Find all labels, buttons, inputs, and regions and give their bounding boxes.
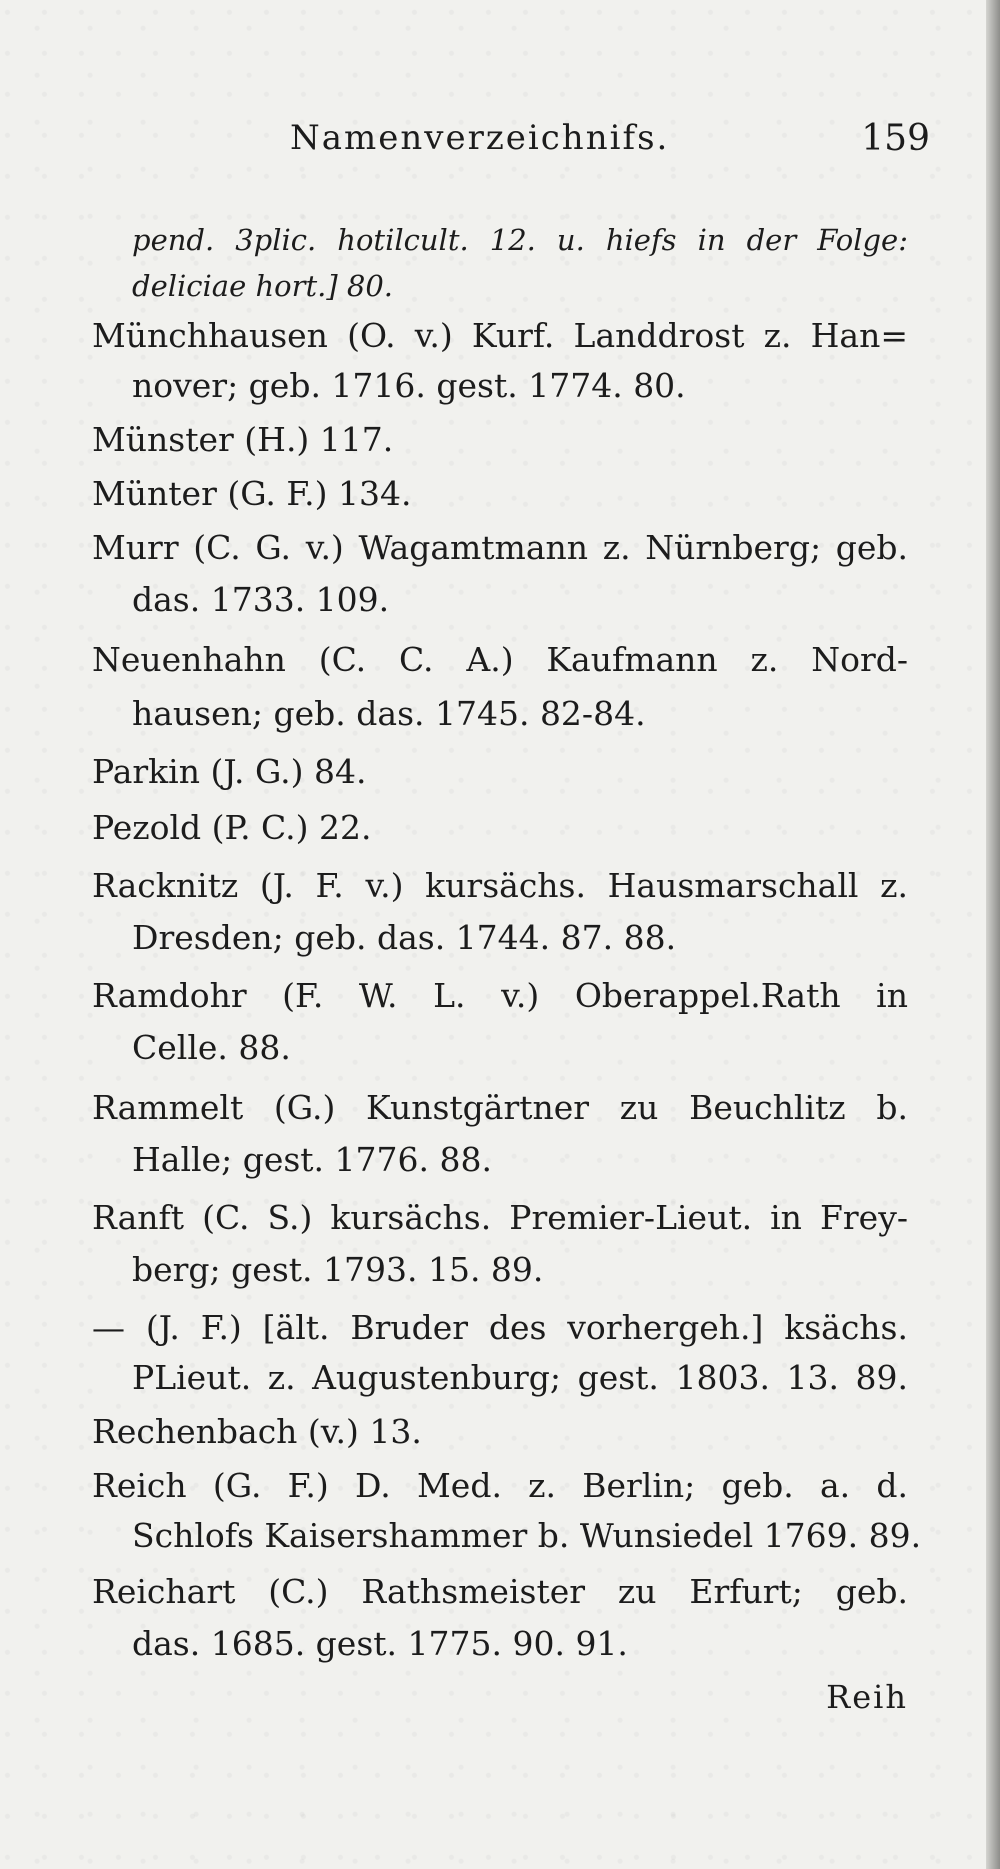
index-entry-line: Rammelt (G.) Kunstgärtner zu Beuchlitz b. xyxy=(92,1088,908,1127)
index-entry-continuation: nover; geb. 1716. gest. 1774. 80. xyxy=(132,366,686,405)
index-entry-line: Münchhausen (O. v.) Kurf. Landdrost z. Han= xyxy=(92,316,908,355)
index-entry-line: Parkin (J. G.) 84. xyxy=(92,752,367,791)
page-edge xyxy=(986,0,1000,1869)
index-entry-line: Ranft (C. S.) kursächs. Premier-Lieut. in Frey- xyxy=(92,1198,908,1237)
index-entry-line: Reich (G. F.) D. Med. z. Berlin; geb. a. d. xyxy=(92,1466,908,1505)
index-entry-continuation: Celle. 88. xyxy=(132,1028,291,1067)
index-entry-line: Racknitz (J. F. v.) kursächs. Hausmarschall z. xyxy=(92,866,908,905)
index-entry-line: Ramdohr (F. W. L. v.) Oberappel.Rath in xyxy=(92,976,908,1015)
index-entry-line: — (J. F.) [ält. Bruder des vorhergeh.] ksächs. xyxy=(92,1308,908,1347)
index-entry-continuation: das. 1685. gest. 1775. 90. 91. xyxy=(132,1624,628,1663)
header-title: Namenverzeichnifs. xyxy=(290,118,670,158)
index-entry-continuation: das. 1733. 109. xyxy=(132,580,390,619)
index-entry-line: Münster (H.) 117. xyxy=(92,420,394,459)
index-entry-continuation: Dresden; geb. das. 1744. 87. 88. xyxy=(132,918,677,957)
running-header xyxy=(290,118,930,168)
index-entry-continuation: berg; gest. 1793. 15. 89. xyxy=(132,1250,544,1289)
index-entry-continuation: hausen; geb. das. 1745. 82-84. xyxy=(132,694,646,733)
index-entry-continuation: PLieut. z. Augustenburg; gest. 1803. 13. 89. xyxy=(132,1358,908,1397)
index-entry-continuation: deliciae hort.] 80. xyxy=(132,269,393,303)
index-entry-continuation: Schlofs Kaisershammer b. Wunsiedel 1769. 89. xyxy=(132,1516,922,1555)
index-entry-continuation: pend. 3plic. hotilcult. 12. u. hiefs in der Folge: xyxy=(132,223,908,257)
index-entry-line: Neuenhahn (C. C. A.) Kaufmann z. Nord- xyxy=(92,640,908,679)
index-entry-line: Pezold (P. C.) 22. xyxy=(92,808,372,847)
index-entry-line: Rechenbach (v.) 13. xyxy=(92,1412,422,1451)
index-entry-line: Reichart (C.) Rathsmeister zu Erfurt; geb. xyxy=(92,1572,908,1611)
index-entry-continuation: Halle; gest. 1776. 88. xyxy=(132,1140,492,1179)
catchword: Reih xyxy=(826,1678,908,1716)
index-entry-line: Münter (G. F.) 134. xyxy=(92,474,412,513)
index-entry-line: Murr (C. G. v.) Wagamtmann z. Nürnberg; geb. xyxy=(92,528,908,567)
page-number: 159 xyxy=(861,118,930,159)
